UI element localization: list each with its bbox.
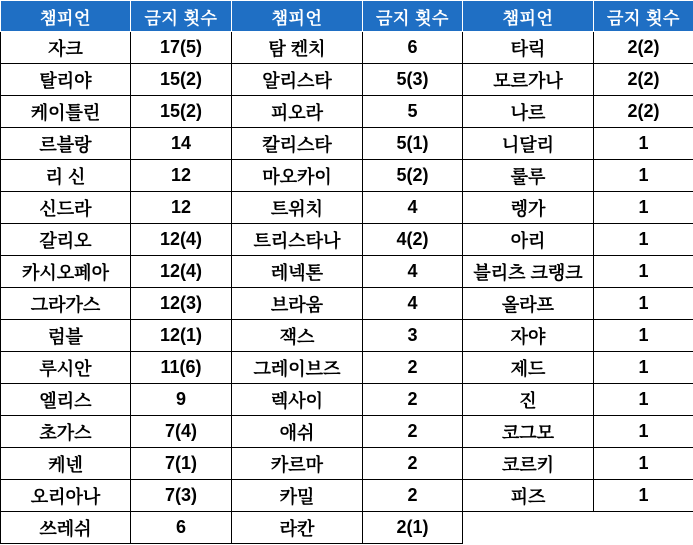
champion-name-cell: 브라움 bbox=[232, 288, 363, 320]
ban-count-cell: 14 bbox=[131, 128, 232, 160]
champion-name-cell: 탈리야 bbox=[1, 64, 131, 96]
ban-count-cell: 5(1) bbox=[363, 128, 463, 160]
champion-name-cell: 렝가 bbox=[463, 192, 594, 224]
table-row bbox=[1, 192, 693, 224]
column-header-bans-3: 금지 횟수 bbox=[594, 1, 693, 32]
champion-name-cell: 트위치 bbox=[232, 192, 363, 224]
champion-name-cell: 룰루 bbox=[463, 160, 594, 192]
table-row bbox=[1, 224, 693, 256]
champion-name-cell: 니달리 bbox=[463, 128, 594, 160]
champion-name-cell: 아리 bbox=[463, 224, 594, 256]
column-header-champion-3: 챔피언 bbox=[463, 1, 594, 32]
ban-count-cell bbox=[594, 512, 693, 544]
ban-count-cell: 1 bbox=[594, 416, 693, 448]
ban-count-cell: 4(2) bbox=[363, 224, 463, 256]
champion-name-cell: 마오카이 bbox=[232, 160, 363, 192]
ban-count-cell: 2(2) bbox=[594, 32, 693, 64]
champion-name-cell: 라칸 bbox=[232, 512, 363, 544]
ban-count-cell: 2(2) bbox=[594, 96, 693, 128]
ban-count-cell: 12(4) bbox=[131, 224, 232, 256]
champion-name-cell: 자크 bbox=[1, 32, 131, 64]
champion-name-cell: 렉사이 bbox=[232, 384, 363, 416]
table-row bbox=[1, 448, 693, 480]
ban-count-cell: 4 bbox=[363, 256, 463, 288]
champion-name-cell: 그라가스 bbox=[1, 288, 131, 320]
champion-name-cell: 리 신 bbox=[1, 160, 131, 192]
ban-count-cell: 2 bbox=[363, 480, 463, 512]
ban-count-cell: 4 bbox=[363, 288, 463, 320]
champion-name-cell: 르블랑 bbox=[1, 128, 131, 160]
ban-count-cell: 7(3) bbox=[131, 480, 232, 512]
ban-count-cell: 1 bbox=[594, 480, 693, 512]
ban-count-cell: 1 bbox=[594, 160, 693, 192]
ban-count-cell: 15(2) bbox=[131, 64, 232, 96]
champion-name-cell: 제드 bbox=[463, 352, 594, 384]
champion-name-cell: 모르가나 bbox=[463, 64, 594, 96]
column-header-bans-1: 금지 횟수 bbox=[131, 1, 232, 32]
ban-count-cell: 1 bbox=[594, 288, 693, 320]
table-row bbox=[1, 160, 693, 192]
ban-count-cell: 6 bbox=[363, 32, 463, 64]
champion-name-cell: 나르 bbox=[463, 96, 594, 128]
ban-count-cell: 1 bbox=[594, 384, 693, 416]
ban-count-cell: 7(4) bbox=[131, 416, 232, 448]
champion-name-cell: 루시안 bbox=[1, 352, 131, 384]
ban-count-cell: 5(3) bbox=[363, 64, 463, 96]
champion-name-cell: 갈리오 bbox=[1, 224, 131, 256]
table-row bbox=[1, 64, 693, 96]
champion-name-cell: 그레이브즈 bbox=[232, 352, 363, 384]
ban-count-cell: 2 bbox=[363, 416, 463, 448]
ban-count-cell: 12(3) bbox=[131, 288, 232, 320]
table-row bbox=[1, 288, 693, 320]
champion-name-cell: 블리츠 크랭크 bbox=[463, 256, 594, 288]
champion-name-cell: 피오라 bbox=[232, 96, 363, 128]
champion-name-cell: 오리아나 bbox=[1, 480, 131, 512]
ban-count-cell: 12(1) bbox=[131, 320, 232, 352]
champion-name-cell: 케이틀린 bbox=[1, 96, 131, 128]
ban-count-cell: 2 bbox=[363, 352, 463, 384]
table-row bbox=[1, 480, 693, 512]
champion-name-cell: 럼블 bbox=[1, 320, 131, 352]
champion-name-cell: 탐 켄치 bbox=[232, 32, 363, 64]
champion-name-cell: 타릭 bbox=[463, 32, 594, 64]
champion-name-cell: 엘리스 bbox=[1, 384, 131, 416]
ban-count-cell: 3 bbox=[363, 320, 463, 352]
ban-count-cell: 2(2) bbox=[594, 64, 693, 96]
champion-name-cell: 트리스타나 bbox=[232, 224, 363, 256]
ban-count-cell: 1 bbox=[594, 128, 693, 160]
ban-count-cell: 6 bbox=[131, 512, 232, 544]
ban-count-cell: 1 bbox=[594, 448, 693, 480]
ban-count-cell: 12(4) bbox=[131, 256, 232, 288]
table-row bbox=[1, 512, 693, 544]
ban-count-cell: 5 bbox=[363, 96, 463, 128]
ban-count-cell: 17(5) bbox=[131, 32, 232, 64]
ban-count-cell: 12 bbox=[131, 192, 232, 224]
champion-name-cell: 카밀 bbox=[232, 480, 363, 512]
champion-name-cell: 알리스타 bbox=[232, 64, 363, 96]
table-header-row bbox=[1, 1, 693, 32]
table-row bbox=[1, 352, 693, 384]
ban-count-cell: 15(2) bbox=[131, 96, 232, 128]
ban-count-cell: 1 bbox=[594, 224, 693, 256]
ban-count-cell: 11(6) bbox=[131, 352, 232, 384]
table-row bbox=[1, 32, 693, 64]
ban-count-cell: 1 bbox=[594, 352, 693, 384]
champion-name-cell: 진 bbox=[463, 384, 594, 416]
table-row bbox=[1, 96, 693, 128]
champion-name-cell: 케넨 bbox=[1, 448, 131, 480]
ban-count-cell: 1 bbox=[594, 320, 693, 352]
table-row bbox=[1, 256, 693, 288]
column-header-champion-2: 챔피언 bbox=[232, 1, 363, 32]
champion-name-cell: 레넥톤 bbox=[232, 256, 363, 288]
ban-count-cell: 2 bbox=[363, 384, 463, 416]
table-row bbox=[1, 384, 693, 416]
champion-name-cell: 코르키 bbox=[463, 448, 594, 480]
ban-count-cell: 1 bbox=[594, 256, 693, 288]
table-row bbox=[1, 128, 693, 160]
champion-name-cell: 피즈 bbox=[463, 480, 594, 512]
ban-count-cell: 5(2) bbox=[363, 160, 463, 192]
champion-name-cell: 올라프 bbox=[463, 288, 594, 320]
champion-name-cell: 초가스 bbox=[1, 416, 131, 448]
ban-count-cell: 4 bbox=[363, 192, 463, 224]
column-header-champion-1: 챔피언 bbox=[1, 1, 131, 32]
champion-name-cell: 애쉬 bbox=[232, 416, 363, 448]
column-header-bans-2: 금지 횟수 bbox=[363, 1, 463, 32]
table-row bbox=[1, 320, 693, 352]
table-body bbox=[1, 32, 693, 544]
ban-count-cell: 2 bbox=[363, 448, 463, 480]
champion-name-cell: 쓰레쉬 bbox=[1, 512, 131, 544]
ban-count-cell: 12 bbox=[131, 160, 232, 192]
ban-count-cell: 9 bbox=[131, 384, 232, 416]
champion-name-cell: 신드라 bbox=[1, 192, 131, 224]
ban-count-cell: 7(1) bbox=[131, 448, 232, 480]
champion-name-cell: 잭스 bbox=[232, 320, 363, 352]
champion-name-cell: 카르마 bbox=[232, 448, 363, 480]
champion-name-cell: 칼리스타 bbox=[232, 128, 363, 160]
ban-count-cell: 2(1) bbox=[363, 512, 463, 544]
champion-name-cell: 카시오페아 bbox=[1, 256, 131, 288]
champion-name-cell: 코그모 bbox=[463, 416, 594, 448]
ban-count-cell: 1 bbox=[594, 192, 693, 224]
champion-name-cell bbox=[463, 512, 594, 544]
champion-name-cell: 자야 bbox=[463, 320, 594, 352]
table-row bbox=[1, 416, 693, 448]
